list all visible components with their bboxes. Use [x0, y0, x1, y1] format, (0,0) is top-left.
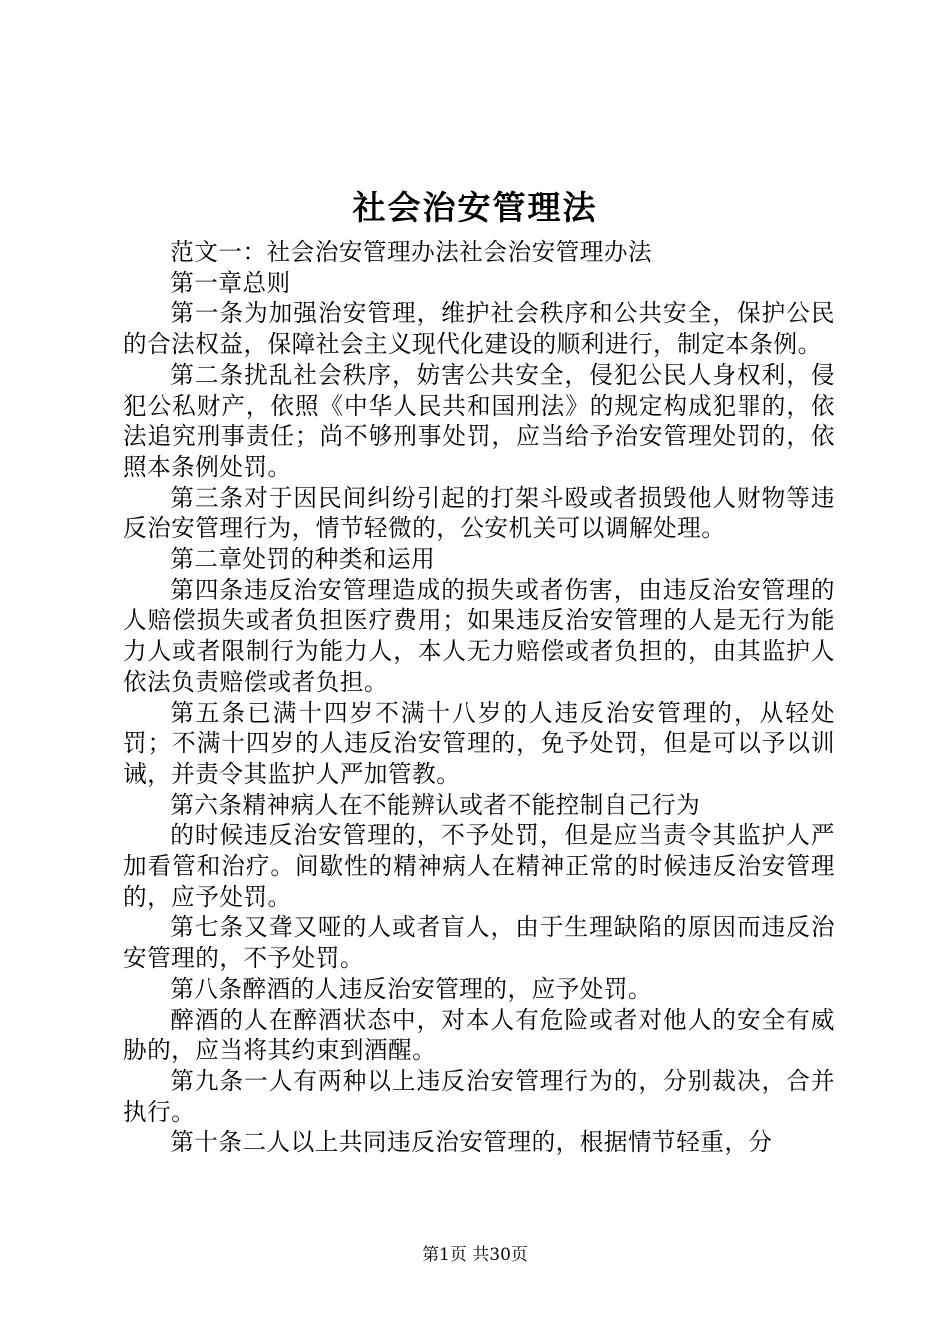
paragraph: 第二条扰乱社会秩序，妨害公共安全，侵犯公民人身权利，侵犯公私财产，依照《中华人民共和国刑法》的规定构成犯罪的，依法追究刑事责任；尚不够刑事处罚，应当给予治安管理处罚的，依照本条例处罚。: [123, 360, 835, 481]
paragraph: 范文一：社会治安管理办法社会治安管理办法: [170, 238, 653, 266]
document-body: [123, 237, 835, 1158]
chapter-heading: 第二章处罚的种类和运用: [170, 545, 436, 574]
paragraph: 第九条一人有两种以上违反治安管理行为的，分别裁决，合并执行。: [123, 1066, 835, 1126]
paragraph: 第一条为加强治安管理，维护社会秩序和公共安全，保护公民的合法权益，保障社会主义现代化建设的顺利进行，制定本条例。: [123, 299, 835, 359]
paragraph: 第四条违反治安管理造成的损失或者伤害，由违反治安管理的人赔偿损失或者负担医疗费用；如果违反治安管理的人是无行为能力人或者限制行为能力人，本人无力赔偿或者负担的，由其监护人依法负责赔偿或者负担。: [123, 575, 835, 696]
paragraph: 第三条对于因民间纠纷引起的打架斗殴或者损毁他人财物等违反治安管理行为，情节轻微的，公安机关可以调解处理。: [123, 483, 835, 543]
paragraph: 第六条精神病人在不能辨认或者不能控制自己行为: [170, 790, 701, 819]
paragraph: 第八条醉酒的人违反治安管理的，应予处罚。: [170, 974, 653, 1003]
page-number-footer: 第1页 共30页: [422, 1245, 528, 1265]
paragraph: 醉酒的人在醉酒状态中，对本人有危险或者对他人的安全有威胁的，应当将其约束到酒醒。: [123, 1005, 835, 1065]
paragraph: 第五条已满十四岁不满十八岁的人违反治安管理的，从轻处罚；不满十四岁的人违反治安管理的，免予处罚，但是可以予以训诫，并责令其监护人严加管教。: [123, 698, 835, 788]
chapter-heading: 第一章总则: [170, 268, 291, 297]
document-title: 社会治安管理法: [352, 188, 598, 227]
paragraph: 第七条又聋又哑的人或者盲人，由于生理缺陷的原因而违反治安管理的，不予处罚。: [123, 913, 835, 973]
paragraph: 第十条二人以上共同违反治安管理的，根据情节轻重，分: [170, 1128, 773, 1157]
paragraph: 的时候违反治安管理的，不予处罚，但是应当责令其监护人严加看管和治疗。间歇性的精神病人在精神正常的时候违反治安管理的，应予处罚。: [123, 821, 835, 911]
